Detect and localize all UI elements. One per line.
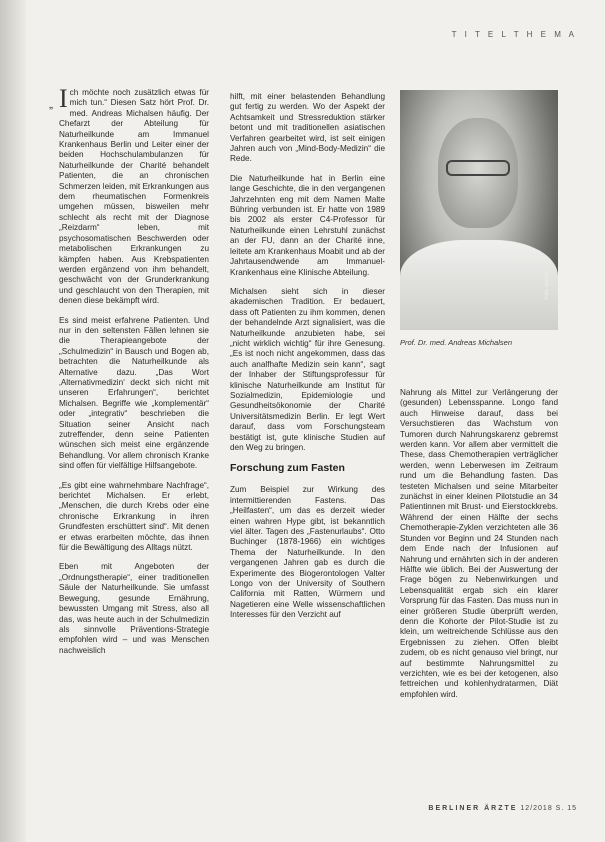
column-1-paragraph-3: „Es gibt eine wahrnehmbare Nachfrage“, berichtet Michalsen. Er erlebt, „Menschen, die durch Krebs oder eine chronische Erkrankung in ihren Grundfesten erschüttert sind“. Mit denen er etwas erarbeiten möchte, das ihnen für die Bewältigung des Alltags nützt. (59, 480, 209, 553)
portrait-shirt (400, 240, 558, 330)
magazine-name: BERLINER ÄRZTE (428, 805, 518, 812)
column-2-paragraph-1: hilft, mit einer belastenden Behandlung gut fertig zu werden. Wo der Aspekt der Achtsamkeit und Stressreduktion stärker betont und mit traditionellen asiatischen Verfahren gearbeitet wird, ist seit einigen Jahren auch von „Mind-Body-Medizin“ die Rede. (230, 92, 385, 164)
photo-credit: Foto: xxxxxx (544, 272, 550, 300)
column-2-paragraph-2: Die Naturheilkunde hat in Berlin eine lange Geschichte, die in den vergangenen Jahrzehnten eng mit dem Namen Malte Bühring verbunden ist. Er hatte von 1989 bis 2002 als erster C4-Professor für Naturheilkunde einen Lehrstuhl zunächst an der FU, dann an der Charité inne, leitete am Krankenhaus Moabit und ab der Jahrtausendwende am Immanuel-Krankenhaus eine Klinische Abteilung. (230, 173, 385, 277)
article-column-2 (230, 92, 385, 630)
column-2-paragraph-4: Zum Beispiel zur Wirkung des intermittierenden Fastens. Das „Heilfasten“, um das es derzeit wieder einen wahren Hype gibt, ist bekanntlich viel älter. Tagen des „Fastenurlaubs“. Otto Buchinger (1878-1966) ein wichtiges Thema der Naturheilkunde. In den vergangenen Jahren gab es durch die Experimente des Biogerontologen Valter Longo von der University of Southern California mit Ratten, Würmern und Nagetieren eine Welle wissenschaftlichen Interesses für den Verzicht auf (230, 485, 385, 620)
column-2-paragraph-3: Michalsen sieht sich in dieser akademischen Tradition. Er bedauert, dass oft Patienten zu ihm kommen, denen der behandelnde Arzt signalisiert, was die Naturheilkunde anzubieten habe, sei „nicht wirklich wichtig“ für ihre Genesung. „Es ist noch nicht angekommen, dass das auch analfhafte Medizin sein kann“, sagt der Inhaber der Stiftungsprofessur für klinische Naturheilkunde am Institut für Sozialmedizin, Epidemiologie und Gesundheitsökonomie der Charité Universitätsmedizin Berlin. Er legt Wert darauf, dass vom Forschungsteam bestätigt ist, gute klinische Studien auf den Weg zu bringen. (230, 286, 385, 452)
photo-caption: Prof. Dr. med. Andreas Michalsen (400, 338, 512, 347)
portrait-glasses (446, 160, 510, 176)
issue-page: 12/2018 S. 15 (520, 805, 577, 812)
article-column-1 (59, 84, 209, 665)
column-3-paragraph-1: Nahrung als Mittel zur Verlängerung der (gesunden) Lebensspanne. Longo fand auch Hinweise darauf, dass bei Versuchstieren das Wachstum von Tumoren durch Nahrungskarenz gebremst werden kann. Vor allem aber vermittelt die These, dass Chemotherapien verträglicher werden, wenn Leberwesen im Zeitraum rund um die Behandlung fasten. Das testeten Michalsen und seine Mitarbeiter zunächst in einer kleinen Pilotstudie an 34 Patientinnen mit Brust- und Eierstockkrebs. Während der einen Hälfte der sechs Chemotherapie-Zyklen verzichteten alle 36 Stunden vor Beginn und 24 Stunden nach dem Ende nach der Infusionen auf Nahrung und ernährten sich in der anderen Hälfte wie üblich. Bei der Auswertung der Frage bögen zu Nebenwirkungen und Lebensqualität ergab sich ein klarer Vorsprung für das Fasten. Das muss nun in einer größeren Studie überprüft werden, denn die Kohorte der Pilot-Studie ist zu klein, um weitreichende Schlüsse aus den Ergebnissen zu ziehen. Offen bleibt zudem, ob es nicht genauso viel bringt, nur auf bestimmte Nahrungsmittel zu verzichten, wie es bei der ketogenen, also fettreichen und kohlenhydratarmen, Diät empfohlen wird. (400, 388, 558, 699)
page-spine-shadow (0, 0, 26, 842)
column-1-paragraph-4: Eben mit Angeboten der „Ordnungstherapie“, einer traditionellen Säule der Naturheilkunde. Sie umfasst Bewegung, gesunde Ernährung, bewussten Umgang mit Stress, also all das, was heute auch in der Schulmedizin als sinnvolle Präventions-Strategie empfohlen wird – und was Menschen nachweislich (59, 562, 209, 655)
column-1-paragraph-2: Es sind meist erfahrene Patienten. Und nur in den seltensten Fällen lehnen sie die Therapieangebote der „Schulmedizin“ in Bausch und Bogen ab, betrachten die Naturheilkunde als Alternative dazu. „Das Wort ‚Alternativmedizin‘ deckt sich nicht mit unseren Erfahrungen“, berichtet Michalsen. Begriffe wie „komplementär“ oder „integrativ“ beschrieben die Situation seiner Ansicht nach zutreffender, denn seine Patienten wünschen sich meist eine ergänzende Behandlung. Vor allem chronisch Kranke sind offen für vielfältige Hilfsangebote. (59, 315, 209, 471)
section-label: T I T E L T H E M A (451, 30, 577, 39)
dropcap: I (59, 84, 68, 113)
opening-quote-mark: „ (49, 97, 53, 111)
page-footer (428, 805, 577, 812)
subheading: Forschung zum Fasten (230, 462, 345, 475)
article-column-3 (400, 388, 558, 709)
column-1-paragraph-1: Ich möchte noch zusätzlich etwas für mich tun.“ Diesen Satz hört Prof. Dr. med. Andreas Michalsen häufig. Der Chefarzt der Abteilung für Naturheilkunde am Immanuel Krankenhaus Berlin und Leiter einer der beiden Hochschulambulanzen für Naturheilkunde der Charité behandelt Patienten, die an chronischen Schmerzen leiden, mit Erkrankungen aus dem rheumatischen Formenkreis umgehen müssen, bisweilen mehr schlecht als recht mit der Diagnose „Reizdarm“ leben, mit psychosomatischen Beschwerden oder metabolischen Erkrankungen zu kämpfen haben. Aus Krebspatienten werden ergänzend von ihm behandelt, geschwächt von der Grunderkrankung und geschlaucht von den Therapien, mit denen diese bekämpft wird. (59, 84, 209, 306)
portrait-photo (400, 90, 558, 330)
